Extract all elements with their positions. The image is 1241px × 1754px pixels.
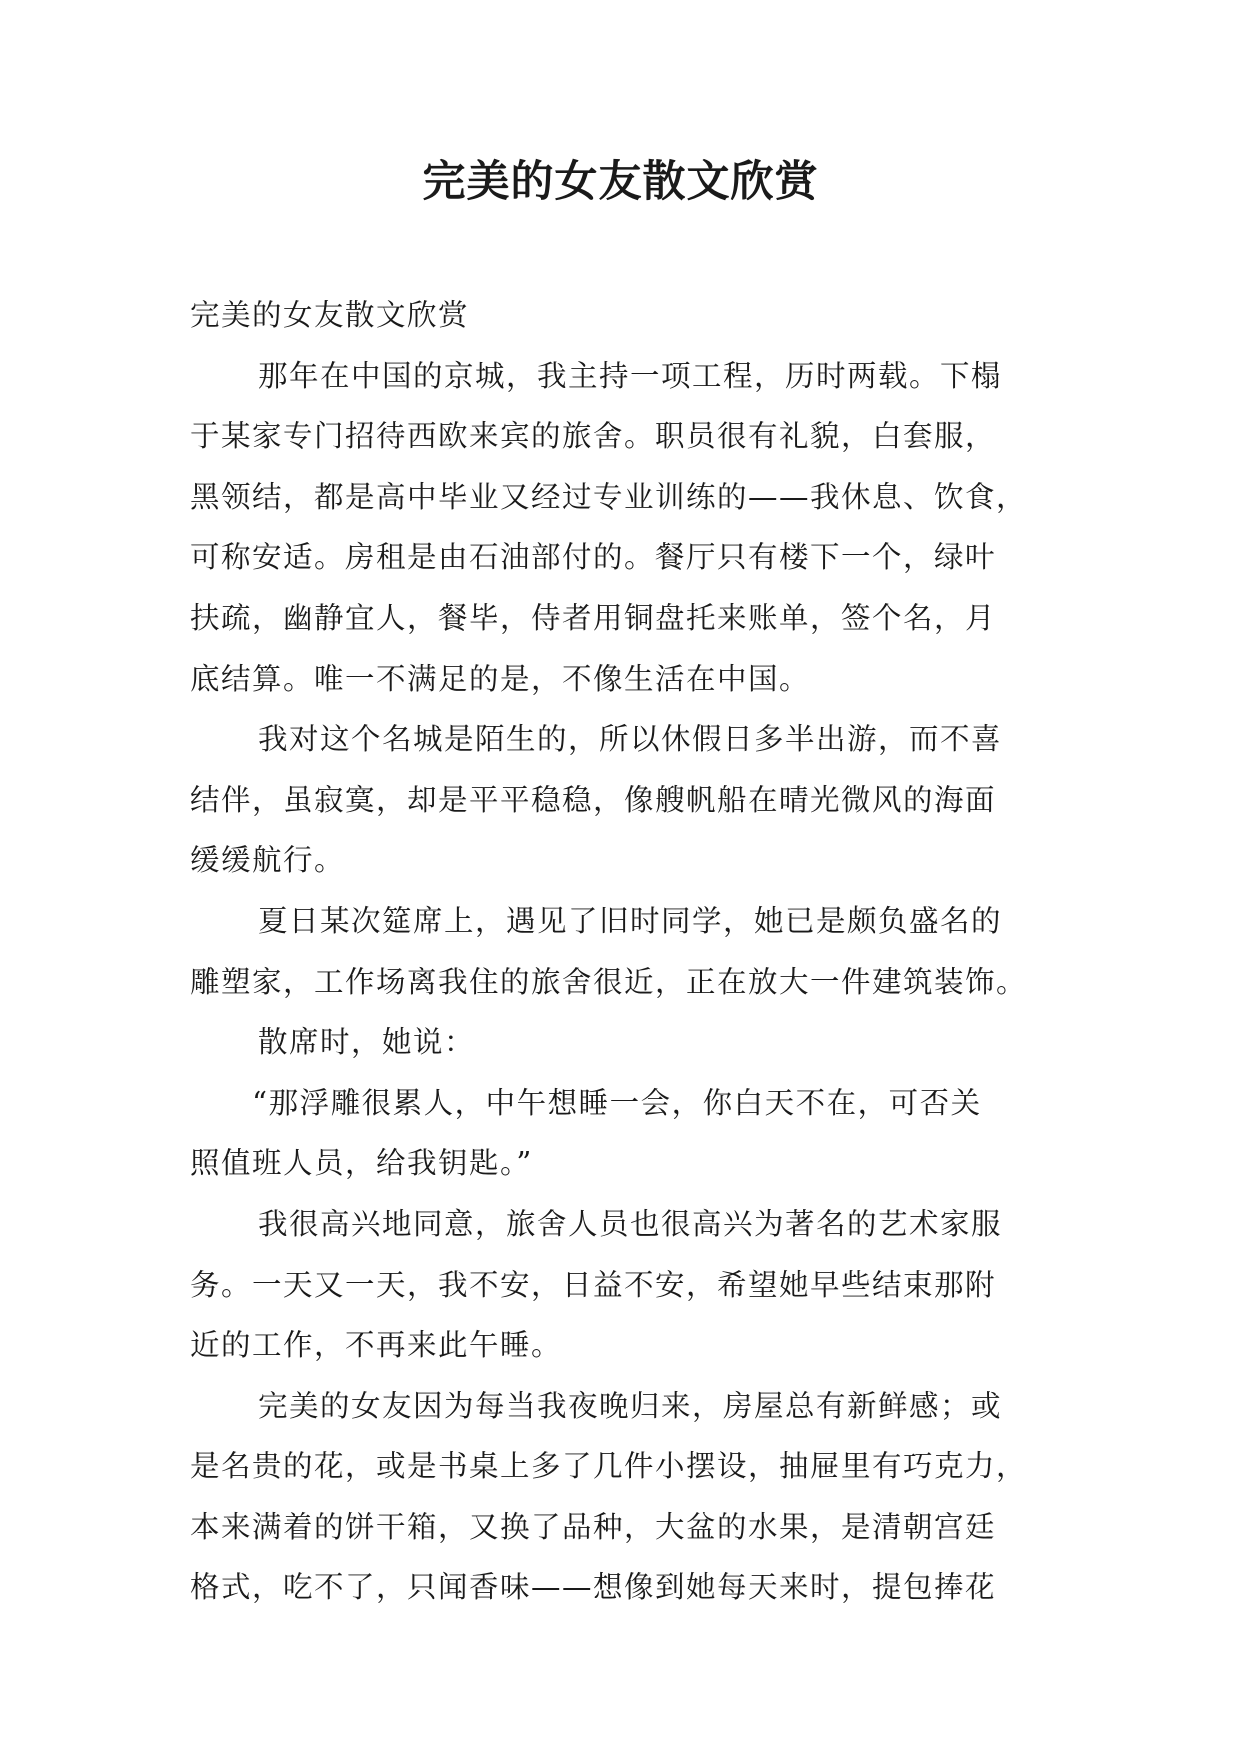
- text-line: 那年在中国的京城，我主持一项工程，历时两载。下榻: [258, 358, 1003, 393]
- text-line: 夏日某次筵席上，遇见了旧时同学，她已是颇负盛名的: [258, 903, 1003, 938]
- text-line: 扶疏，幽静宜人，餐毕，侍者用铜盘托来账单，签个名，月: [190, 600, 997, 635]
- text-line: 底结算。唯一不满足的是，不像生活在中国。: [190, 661, 811, 696]
- text-line: 可称安适。房租是由石油部付的。餐厅只有楼下一个，绿叶: [190, 540, 997, 575]
- text-line: 务。一天又一天，我不安，日益不安，希望她早些结束那附: [190, 1267, 997, 1302]
- text-line: “那浮雕很累人，中午想睡一会，你白天不在，可否关: [252, 1085, 982, 1120]
- document-title: 完美的女友散文欣赏: [422, 157, 819, 207]
- text-line: 缓缓航行。: [190, 843, 346, 878]
- document-body: [190, 285, 1060, 1618]
- text-line: 完美的女友散文欣赏: [190, 298, 470, 332]
- text-line: 我对这个名城是陌生的，所以休假日多半出游，而不喜: [258, 722, 1003, 757]
- text-line: 我很高兴地同意，旅舍人员也很高兴为著名的艺术家服: [258, 1206, 1003, 1241]
- text-line: 散席时，她说：: [258, 1025, 476, 1060]
- text-line: 本来满着的饼干箱，又换了品种，大盆的水果，是清朝宫廷: [190, 1509, 997, 1544]
- text-line: 是名贵的花，或是书桌上多了几件小摆设，抽屉里有巧克力，: [190, 1449, 1028, 1484]
- text-line: 近的工作，不再来此午睡。: [190, 1328, 563, 1363]
- text-line: 结伴，虽寂寞，却是平平稳稳，像艘帆船在晴光微风的海面: [190, 782, 997, 817]
- text-line: 雕塑家，工作场离我住的旅舍很近，正在放大一件建筑装饰。: [190, 964, 1028, 999]
- text-line: 格式，吃不了，只闻香味——想像到她每天来时，提包捧花: [190, 1570, 997, 1605]
- text-line: 黑领结，都是高中毕业又经过专业训练的——我休息、饮食，: [190, 479, 1028, 514]
- text-line: 照值班人员，给我钥匙。”: [190, 1146, 533, 1181]
- text-line: 于某家专门招待西欧来宾的旅舍。职员很有礼貌，白套服，: [190, 419, 997, 454]
- text-line: 完美的女友因为每当我夜晚归来，房屋总有新鲜感；或: [258, 1388, 1003, 1423]
